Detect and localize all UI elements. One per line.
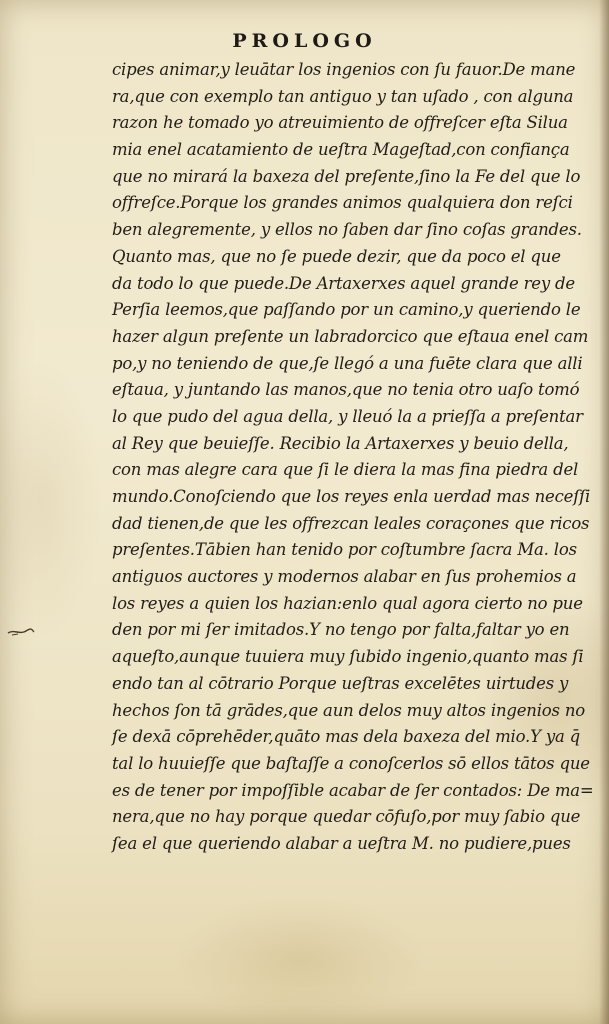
text-line: tal lo huuieſſe que baſtaſſe a conoſcerlos sō ellos tātos que [112, 753, 590, 773]
text-line: los reyes a quien los hazian:enlo qual agora cierto no pue [112, 593, 583, 613]
text-line: dad tienen,de que les offrezcan leales coraçones que ricos [112, 513, 590, 533]
text-line: lo que pudo del agua della, y lleuó la a prieſſa a preſentar [112, 406, 583, 426]
text-line: preſentes.Tābien han tenido por coſtumbre ſacra Ma. los [112, 540, 577, 560]
text-line: cipes animar,y leuātar los ingenios con ſu fauor.De mane [112, 60, 576, 79]
text-line: eſtaua, y juntando las manos,que no tenia otro uaſo tomó [112, 380, 580, 400]
text-line: nera,que no hay porque quedar cōfuſo,por muy ſabio que [112, 807, 581, 827]
text-line: ſe dexā cōprehēder,quāto mas dela baxeza del mio.Y ya q̄ [112, 727, 580, 747]
text-line: po,y no teniendo de que,ſe llegó a una fuēte clara que alli [112, 353, 583, 373]
text-line: ra,que con exemplo tan antiguo y tan uſado , con alguna [112, 86, 574, 106]
text-line: aqueſto,aunque tuuiera muy ſubido ingenio,quanto mas ſi [112, 647, 584, 667]
margin-pen-mark [6, 626, 36, 638]
text-line: es de tener por impoſſible acabar de ſer contados: De ma= [112, 780, 594, 800]
running-header: PROLOGO [232, 30, 377, 52]
text-line: ſea el que queriendo alabar a ueſtra M. no pudiere,pues [112, 833, 571, 853]
text-line: mundo.Conoſciendo que los reyes enla uerdad mas neceſſi [112, 487, 591, 506]
text-line: ben alegremente, y ellos no ſaben dar ſino coſas grandes. [112, 220, 582, 240]
page-edge-shadow [599, 0, 609, 1024]
text-line: endo tan al cōtrario Porque ueſtras excelētes uirtudes y [112, 673, 569, 693]
text-line: mia enel acatamiento de ueſtra Mageſtad,con confiança [112, 140, 570, 160]
text-line: antiguos auctores y modernos alabar en ſus prohemios a [112, 567, 577, 587]
text-line: Quanto mas, que no ſe puede dezir, que da poco el que [112, 246, 561, 266]
text-line: offreſce.Porque los grandes animos qualquiera don reſci [112, 193, 573, 213]
text-line: con mas alegre cara que ſi le diera la mas fina piedra del [112, 460, 579, 480]
text-line: da todo lo que puede.De Artaxerxes aquel grande rey de [112, 273, 575, 293]
text-line: den por mi ſer imitados.Y no tengo por falta,faltar yo en [112, 620, 570, 640]
text-line: que no mirará la baxeza del preſente,ſino la Fe del que lo [112, 166, 581, 186]
text-line: Perſia leemos,que paſſando por un camino,y queriendo le [112, 300, 581, 320]
body-text [112, 57, 594, 858]
text-line: hazer algun preſente un labradorcico que eſtaua enel cam [112, 326, 589, 346]
text-line: razon he tomado yo atreuimiento de offreſcer eſta Silua [112, 113, 568, 133]
text-line: al Rey que beuieſſe. Recibio la Artaxerxes y beuio della, [112, 433, 569, 453]
text-line: hechos ſon tā grādes,que aun delos muy altos ingenios no [112, 700, 586, 720]
